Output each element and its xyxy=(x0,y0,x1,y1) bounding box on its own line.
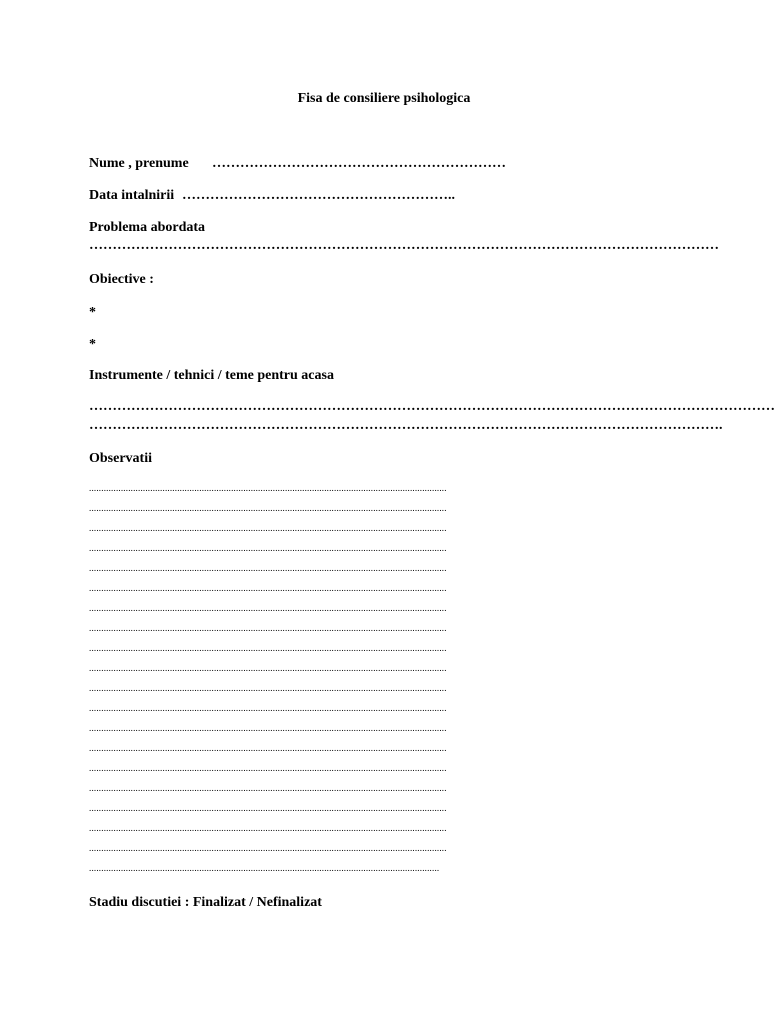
observation-line[interactable]: .................................................................................................................................................. xyxy=(89,783,447,793)
observation-line[interactable]: .................................................................................................................................................. xyxy=(89,663,447,673)
observation-line[interactable]: .................................................................................................................................................. xyxy=(89,523,447,533)
problem-label: Problema abordata xyxy=(89,220,206,235)
observations-label: Observatii xyxy=(89,451,152,466)
observation-line[interactable]: .................................................................................................................................................. xyxy=(89,723,447,733)
observation-line[interactable]: .................................................................................................................................................. xyxy=(89,683,447,693)
observation-line[interactable]: .................................................................................................................................................. xyxy=(89,563,447,573)
problem-field[interactable]: ……………………………………………………………………………………………………………………… xyxy=(89,238,719,253)
observation-line[interactable]: .................................................................................................................................................. xyxy=(89,643,447,653)
objective-bullet: * xyxy=(89,305,96,320)
objectives-label: Obiective : xyxy=(89,272,154,287)
observation-line[interactable]: .................................................................................................................................................. xyxy=(89,543,447,553)
discussion-status: Stadiu discutiei : Finalizat / Nefinalizat xyxy=(89,895,322,910)
observation-line[interactable]: .................................................................................................................................................. xyxy=(89,763,447,773)
instruments-field[interactable]: ………………………………………………………………………………………………………………………. xyxy=(89,418,723,433)
page-title: Fisa de consiliere psihologica xyxy=(297,91,471,106)
observation-line[interactable]: .................................................................................................................................................. xyxy=(89,623,447,633)
observation-line[interactable]: .................................................................................................................................................. xyxy=(89,703,447,713)
observation-line[interactable]: .................................................................................................................................................. xyxy=(89,503,447,513)
date-label: Data intalnirii xyxy=(89,188,175,203)
objective-bullet: * xyxy=(89,337,96,352)
instruments-label: Instrumente / tehnici / teme pentru acasa xyxy=(89,368,334,383)
name-field[interactable]: ……………………………………………………… xyxy=(212,156,506,171)
observation-line[interactable]: ............................................................................................................................................... xyxy=(89,863,440,873)
observation-line[interactable]: .................................................................................................................................................. xyxy=(89,843,447,853)
instruments-field[interactable]: ………………………………………………………………………………………………………………………………… xyxy=(89,399,775,414)
observation-line[interactable]: .................................................................................................................................................. xyxy=(89,743,447,753)
observation-line[interactable]: .................................................................................................................................................. xyxy=(89,803,447,813)
observation-line[interactable]: .................................................................................................................................................. xyxy=(89,583,447,593)
name-label: Nume , prenume xyxy=(89,156,189,171)
date-field[interactable]: ………………………………………………….. xyxy=(182,188,455,203)
observation-line[interactable]: .................................................................................................................................................. xyxy=(89,823,447,833)
observation-line[interactable]: .................................................................................................................................................. xyxy=(89,603,447,613)
observation-line[interactable]: .................................................................................................................................................. xyxy=(89,483,447,493)
